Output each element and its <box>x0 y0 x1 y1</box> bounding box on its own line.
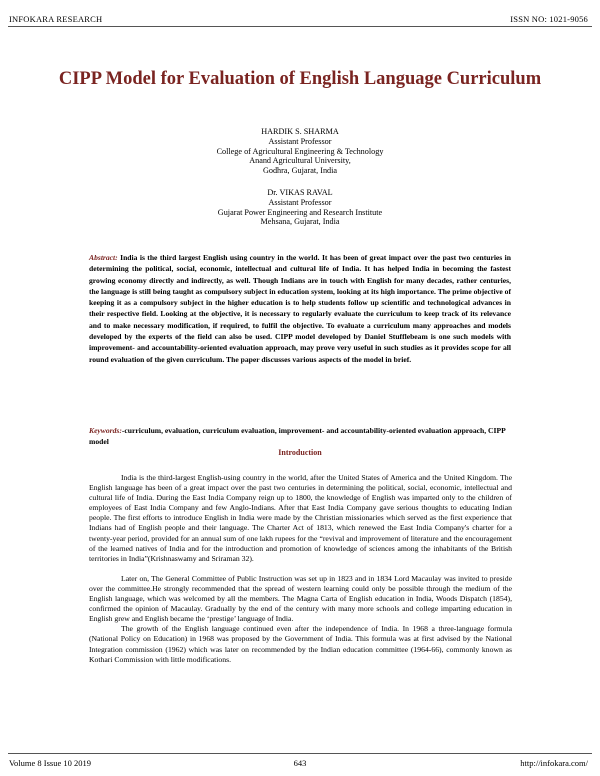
paragraph: Later on, The General Committee of Public Instruction was set up in 1823 and in 1834 Lord Macaulay was invited to preside over the committee.He strongly recommended that the spread of western learning could only be possible through the medium of the English language, which was welcomed by all the members. The Magna Carta of English education in India, Woods Dispatch (1854), confirmed the opinion of Macaulay. Gradually by the end of the century with many more schools and college imparting education in English grew and English became the ‘prestige’ language of India. <box>89 573 512 624</box>
author-affiliation: College of Agricultural Engineering & Technology <box>216 146 384 156</box>
keywords-label: Keywords: <box>89 426 122 435</box>
journal-name: INFOKARA RESEARCH <box>9 14 103 24</box>
author-affiliation: Gujarat Power Engineering and Research Institute <box>217 207 383 217</box>
journal-url[interactable]: http://infokara.com/ <box>520 758 588 768</box>
author-role: Assistant Professor <box>268 136 332 146</box>
keywords-text: -curriculum, evaluation, curriculum evaluation, improvement- and accountability-oriented evaluation approach, CIPP model <box>89 426 506 447</box>
author-block <box>150 127 450 227</box>
keywords <box>89 425 511 448</box>
body-text <box>89 473 512 665</box>
abstract <box>89 252 511 365</box>
author-location: Godhra, Gujarat, India <box>262 166 338 176</box>
page-number: 643 <box>293 758 307 768</box>
header-divider <box>8 26 592 27</box>
paper-title: CIPP Model for Evaluation of English Language Curriculum <box>58 69 542 89</box>
author-name: Dr. VIKAS RAVAL <box>267 187 333 197</box>
footer-divider <box>8 753 592 754</box>
paragraph: The growth of the English language continued even after the independence of India. In 1968 a three-language formula (National Policy on Education) in 1968 was proposed by the Government of India. This formula was at first advised by the National Integration commission (1962) which was later on recommended by the Indian education committee (1964-66), commonly known as Kothari Commission with little modifications. <box>89 624 512 664</box>
author-affiliation: Anand Agricultural University, <box>249 156 351 166</box>
abstract-text: India is the third largest English using country in the world. It has been of great impact over the past two centuries in determining the political, social, economic, intellectual and cultural life of India. It has helped India in becoming the fastest growing economy directly and indirectly, as well. Though Indians are in touch with English for many decades, rather centuries, the language is still being taught as compulsory subject in education system, looking at its high importance. The prime objective of keeping it as a compulsory subject in the higher education is to help students follow up scientific and technological advances in their respective field. Looking at the objective, it is necessary to regularly evaluate the curriculum to keep track of its relevance and to make necessary modification, if required, to fulfil the objective. To evaluate a curriculum many approaches and models developed by the experts of the field can also be used. CIPP model developed by Daniel Stufflebeam is one such models with improvement- and accountability-oriented evaluation approach, may prove very useful in such studies as it provides scope for all round evaluation of the given curriculum. The paper discusses various aspects of the model in brief. <box>89 253 511 364</box>
paragraph: India is the third-largest English-using country in the world, after the United States of America and the United Kingdom. The English language has been of a great impact over the past two centuries in determining the political, social, economic, intellectual and cultural life of India. During the East India Company reign up to 1800, the knowledge of English was imparted only to the children of employees of East India Company and few Anglo-Indians. After that East India Company gave serious thoughts to educating Indian people. The first efforts to introduce English in India were made by the Christian missionaries which served as the first experience that Indians had of English people and their language. The Charter Act of 1813, which renewed the East India Company's charter for a twenty-year period, provided for an annual sum of one lakh rupees for the “revival and improvement of literature and the encouragement of the learned natives of India and for the introduction and promotion of knowledge of sciences among the inhabitants of the British territories in India”(Krishnaswamy and Sriraman 32). <box>89 473 512 563</box>
issn-number: ISSN NO: 1021-9056 <box>510 14 588 24</box>
author-name: HARDIK S. SHARMA <box>261 127 339 136</box>
author-location: Mehsana, Gujarat, India <box>260 217 340 227</box>
volume-info: Volume 8 Issue 10 2019 <box>9 758 92 768</box>
section-heading: Introduction <box>278 448 322 457</box>
running-header <box>0 0 600 32</box>
author-role: Assistant Professor <box>268 197 332 207</box>
abstract-label: Abstract: <box>89 253 118 262</box>
